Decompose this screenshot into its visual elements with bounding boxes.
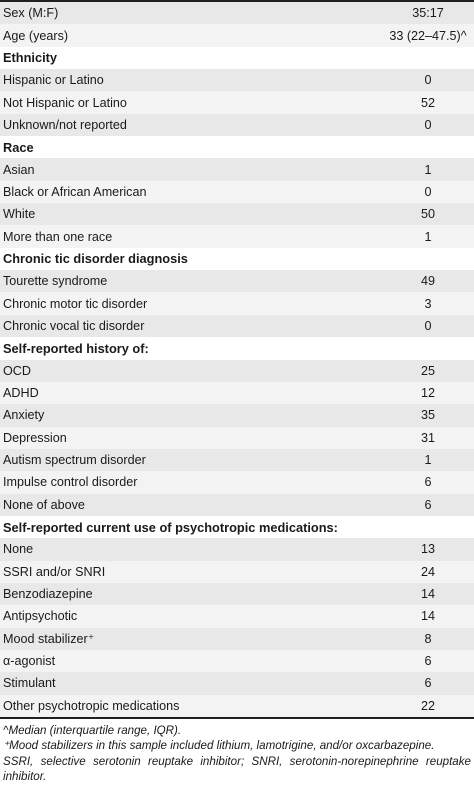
row-label: Anxiety: [3, 408, 45, 423]
table-row: [0, 181, 474, 203]
table-row: [0, 538, 474, 560]
table-row: [0, 203, 474, 225]
row-label: Tourette syndrome: [3, 274, 108, 289]
section-header-label: Self-reported current use of psychotropic medications:: [3, 519, 338, 535]
row-value: 3: [424, 296, 432, 311]
row-value: 31: [420, 430, 435, 445]
row-label: Not Hispanic or Latino: [3, 95, 127, 110]
table-row: [0, 628, 474, 650]
table-row: [0, 382, 474, 404]
table-row: [0, 650, 474, 672]
row-value: 6: [424, 497, 432, 512]
row-value: 1: [424, 453, 432, 468]
row-label: Impulse control disorder: [3, 475, 138, 490]
row-label: α-agonist: [3, 654, 56, 669]
row-value: 0: [424, 73, 432, 88]
table-row: [0, 69, 474, 91]
table-row: [0, 315, 474, 337]
table-row: [0, 270, 474, 292]
row-label: Black or African American: [3, 184, 147, 199]
row-label: Sex (M:F): [3, 6, 59, 21]
row-value: 35: [420, 408, 435, 423]
table-row: [0, 91, 474, 113]
row-label: Autism spectrum disorder: [3, 453, 146, 468]
row-label: Age (years): [3, 28, 69, 43]
row-label: Mood stabilizer⁺: [3, 632, 95, 647]
row-value: 0: [424, 318, 432, 333]
table-row: [0, 427, 474, 449]
table-row: [0, 225, 474, 247]
row-value: 22: [420, 698, 435, 713]
row-label: None: [3, 542, 34, 557]
row-value: 6: [424, 676, 432, 691]
section-header: [0, 136, 474, 158]
row-label: OCD: [3, 363, 31, 378]
row-value: 35:17: [412, 6, 444, 21]
section-header: [0, 516, 474, 538]
table-row: [0, 583, 474, 605]
row-value: 13: [420, 542, 435, 557]
table-row: [0, 158, 474, 180]
row-label: Benzodiazepine: [3, 587, 93, 602]
row-label: Asian: [3, 162, 35, 177]
table-row: [0, 404, 474, 426]
row-value: 8: [424, 631, 432, 646]
section-header: [0, 248, 474, 270]
table-row: [0, 2, 474, 24]
row-label: ADHD: [3, 386, 39, 401]
row-value: 33 (22–47.5)^: [389, 28, 467, 43]
row-label: More than one race: [3, 229, 113, 244]
row-value: 50: [420, 207, 435, 222]
table-body: [0, 2, 474, 717]
table-row: [0, 449, 474, 471]
row-value: 25: [420, 363, 435, 378]
row-value: 0: [424, 117, 432, 132]
row-value: 14: [420, 609, 435, 624]
row-label: Unknown/not reported: [3, 117, 127, 132]
table-footnotes: [0, 719, 474, 785]
row-value: 0: [424, 184, 432, 199]
row-value: 49: [420, 274, 435, 289]
row-value: 1: [424, 229, 432, 244]
row-value: 1: [424, 162, 432, 177]
row-label: Depression: [3, 430, 67, 445]
section-header: [0, 47, 474, 69]
row-value: 6: [424, 475, 432, 490]
footnote-mood-stabilizer: ⁺Mood stabilizers in this sample included lithium, lamotrigine, and/or oxcarbazepine.: [3, 739, 435, 753]
row-label: Chronic motor tic disorder: [3, 296, 148, 311]
table-row: [0, 114, 474, 136]
table-row: [0, 561, 474, 583]
row-label: Antipsychotic: [3, 609, 78, 624]
table-row: [0, 494, 474, 516]
row-label: Stimulant: [3, 676, 56, 691]
row-label: Other psychotropic medications: [3, 698, 180, 713]
row-label: None of above: [3, 497, 85, 512]
row-value: 24: [420, 564, 435, 579]
footnote-abbreviations: SSRI, selective serotonin reuptake inhibitor; SNRI, serotonin-norepinephrine reuptake inhibitor.: [3, 754, 471, 784]
section-header: [0, 337, 474, 359]
row-value: 6: [424, 654, 432, 669]
table-row: [0, 360, 474, 382]
section-header-label: Race: [3, 139, 34, 155]
row-label: Hispanic or Latino: [3, 73, 104, 88]
table-row: [0, 695, 474, 717]
table-row: [0, 672, 474, 694]
footnote-median: ^Median (interquartile range, IQR).: [3, 724, 182, 737]
table-row: [0, 24, 474, 46]
row-label: SSRI and/or SNRI: [3, 564, 106, 579]
section-header-label: Chronic tic disorder diagnosis: [3, 251, 188, 267]
row-value: 12: [420, 386, 435, 401]
section-header-label: Ethnicity: [3, 50, 58, 66]
row-label: White: [3, 207, 36, 222]
row-value: 14: [420, 587, 435, 602]
row-label: Chronic vocal tic disorder: [3, 318, 145, 333]
table-row: [0, 471, 474, 493]
section-header-label: Self-reported history of:: [3, 340, 149, 356]
table-row: [0, 292, 474, 314]
table-row: [0, 605, 474, 627]
row-value: 52: [420, 95, 435, 110]
